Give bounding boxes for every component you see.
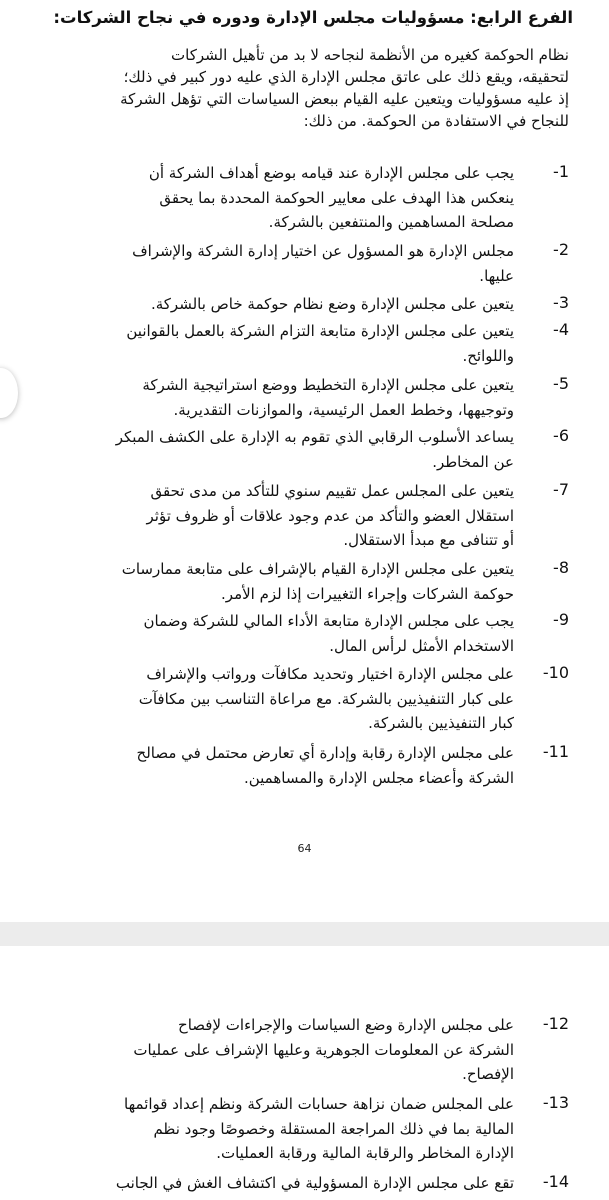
item-line: الشركة عن المعلومات الجوهرية وعليها الإشراف على عمليات (133, 1040, 514, 1059)
item-line: مجلس الإدارة هو المسؤول عن اختيار إدارة الشركة والإشراف (132, 242, 514, 260)
item-line: يتعين على مجلس الإدارة وضع نظام حوكمة خاص بالشركة. (150, 295, 514, 313)
item-line: على مجلس الإدارة رقابة وإدارة أي تعارض محتمل في مصالح (136, 744, 514, 762)
item-text (26, 1092, 514, 1166)
item-text (26, 1013, 514, 1087)
item-line: عن المخاطر. (432, 452, 514, 471)
item-number: -5 (553, 374, 569, 393)
item-text (26, 319, 514, 368)
document-page-65 (0, 946, 609, 1200)
item-line: مصلحة المساهمين والمنتفعين بالشركة. (268, 213, 514, 231)
item-text (26, 662, 514, 736)
item-number: -9 (553, 610, 569, 629)
item-line: حوكمة الشركات وإجراء التغييرات إذا لزم الأمر. (221, 584, 514, 603)
intro-line: نظام الحوكمة كغيره من الأنظمة لنجاحه لا بد من تأهيل الشركات (171, 46, 569, 64)
intro-line: للنجاح في الاستفادة من الحوكمة. من ذلك: (303, 112, 569, 130)
item-line: وتوجيهها، وخطط العمل الرئيسية، والموازنات التقديرية. (173, 400, 514, 419)
item-line: كبار التنفيذيين بالشركة. (368, 714, 514, 732)
item-number: -1 (553, 162, 569, 181)
intro-line: لتحقيقه، ويقع ذلك على عاتق مجلس الإدارة الذي عليه دور كبير في ذلك؛ (123, 68, 569, 86)
item-line: تقع على مجلس الإدارة المسؤولية في اكتشاف الغش في الجانب (115, 1174, 514, 1192)
item-text (26, 239, 514, 288)
item-line: على مجلس الإدارة اختيار وتحديد مكافآت ورواتب والإشراف (146, 665, 514, 683)
item-text (26, 479, 514, 553)
item-line: يجب على مجلس الإدارة عند قيامه بوضع أهداف الشركة أن (148, 164, 514, 182)
item-number: -6 (553, 426, 569, 445)
item-line: يساعد الأسلوب الرقابي الذي تقوم به الإدارة على الكشف المبكر (115, 428, 514, 446)
item-line: واللوائح. (462, 346, 514, 365)
item-line: يتعين على مجلس الإدارة متابعة التزام الشركة بالعمل بالقوانين (126, 322, 514, 340)
item-line: على مجلس الإدارة وضع السياسات والإجراءات لإفصاح (178, 1016, 514, 1034)
item-number: -12 (542, 1014, 569, 1033)
intro-paragraph (28, 44, 569, 132)
item-line: الشركة وأعضاء مجلس الإدارة والمساهمين. (243, 768, 514, 787)
item-number: -14 (542, 1172, 569, 1191)
item-text (26, 609, 514, 658)
item-text (26, 373, 514, 422)
intro-line: إذ عليه مسؤوليات ويتعين عليه القيام ببعض السياسات التي تؤهل الشركة (120, 90, 569, 108)
item-number: -8 (553, 558, 569, 577)
item-line: يتعين على مجلس الإدارة القيام بالإشراف على متابعة ممارسات (121, 560, 514, 578)
item-number: -2 (553, 240, 569, 259)
item-line: الإفصاح. (462, 1065, 514, 1083)
item-line: عليها. (479, 266, 514, 285)
page-number: 64 (297, 842, 312, 855)
item-line: استقلال العضو والتأكد من عدم وجود علاقات أو ظروف تؤثر (146, 506, 514, 525)
item-number: -7 (553, 480, 569, 499)
item-line: ينعكس هذا الهدف على معايير الحوكمة المحددة بما يحقق (159, 188, 514, 207)
item-line: أو تتنافى مع مبدأ الاستقلال. (343, 531, 514, 549)
section-heading: الفرع الرابع: مسؤوليات مجلس الإدارة ودوره في نجاح الشركات: (53, 8, 573, 27)
item-text (26, 425, 514, 474)
item-line: يتعين على المجلس عمل تقييم سنوي للتأكد من مدى تحقق (150, 482, 514, 500)
item-line: على كبار التنفيذيين بالشركة. مع مراعاة التناسب بين مكافآت (138, 689, 514, 708)
item-number: -4 (553, 320, 569, 339)
item-line: يجب على مجلس الإدارة متابعة الأداء المالي للشركة وضمان (143, 612, 514, 630)
item-line: الاستخدام الأمثل لرأس المال. (329, 636, 514, 655)
item-line: على المجلس ضمان نزاهة حسابات الشركة ونظم إعداد قوائمها (124, 1095, 514, 1113)
item-line: يتعين على مجلس الإدارة التخطيط ووضع استراتيجية الشركة (142, 376, 514, 394)
item-number: -10 (542, 663, 569, 682)
item-text (26, 161, 514, 235)
item-text (26, 741, 514, 790)
item-text (26, 292, 514, 317)
item-text (26, 557, 514, 606)
item-line: الإدارة المخاطر والرقابة المالية ورقابة العمليات. (216, 1144, 514, 1162)
item-number: -3 (553, 293, 569, 312)
item-text (26, 1171, 514, 1196)
item-number: -13 (542, 1093, 569, 1112)
item-line: المالية بما في ذلك المراجعة المستقلة وخصوصًا وجود نظم (153, 1119, 514, 1138)
item-number: -11 (542, 742, 569, 761)
